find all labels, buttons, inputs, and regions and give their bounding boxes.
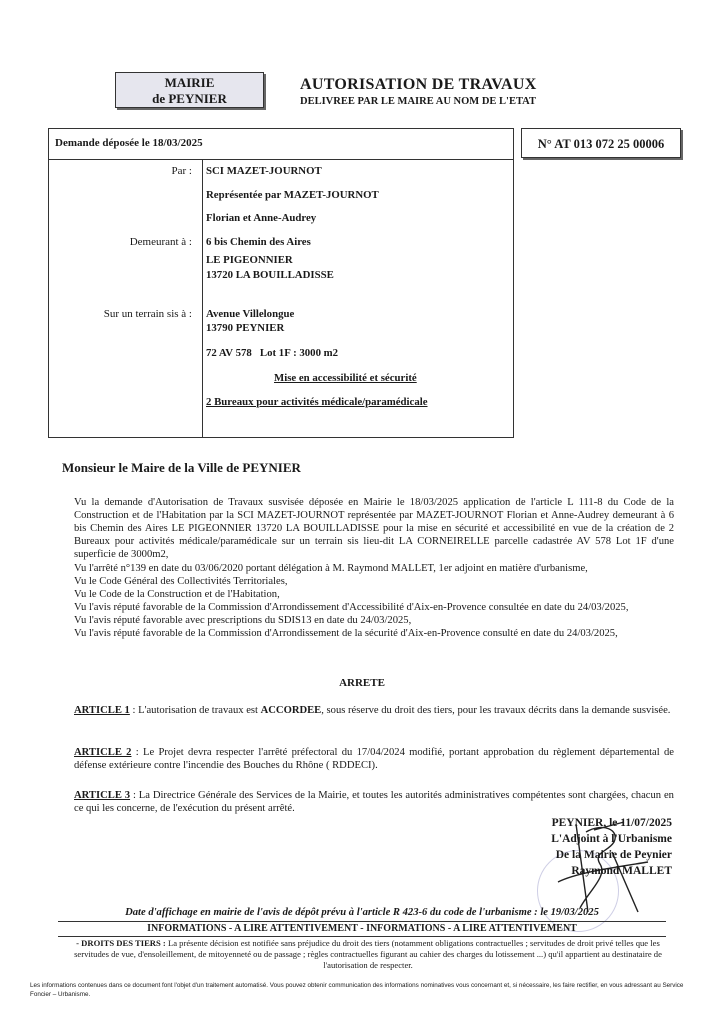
column-divider [202,159,203,438]
affichage-date: Date d'affichage en mairie de l'avis de dépôt prévu à l'article R 423-6 du code de l'urbanisme : le 19/03/2025 [125,907,599,918]
objet-travaux-1: Mise en accessibilité et sécurité [274,372,417,384]
demeurant-line-1: 6 bis Chemin des Aires [206,236,311,248]
article-2 [74,746,674,772]
par-label: Par : [171,165,192,177]
article-2-label: ARTICLE 2 [74,747,132,758]
mairie-header-box [115,72,264,108]
document-subtitle: DELIVREE PAR LE MAIRE AU NOM DE L'ETAT [300,96,536,107]
footnote: Les informations contenues dans ce document font l'objet d'un traitement automatisé. Vous pouvez obtenir communication des informations nominatives vous concernant et, si nécessaire, les faire rectifier, en vous adressant au Service Foncier – Urbanisme. [30,982,684,998]
demeurant-line-3: 13720 LA BOUILLADISSE [206,269,334,281]
permit-number: N° AT 013 072 25 00006 [521,128,681,158]
signature-mairie: De la Mairie de Peynier [555,849,672,861]
droits-label: - DROITS DES TIERS : [76,938,166,948]
signature-name: Raymond MALLET [571,865,672,877]
terrain-label: Sur un terrain sis à : [103,308,192,320]
article-1-accordee: ACCORDEE [260,705,322,716]
article-1 [74,704,674,717]
demeurant-line-2: LE PIGEONNIER [206,254,293,266]
signature-title: L'Adjoint à l'Urbanisme [551,833,672,845]
mairie-line2: de PEYNIER [152,91,227,106]
par-line-1: SCI MAZET-JOURNOT [206,165,322,177]
article-3-label: ARTICLE 3 [74,790,131,801]
droits-text: La présente décision est notifiée sans préjudice du droit des tiers (notamment obligations contractuelles ; servitudes de droit privé telles que les servitudes de vue, d'ensoleillement, de mitoyenneté ou de passage ; règles contractuelles figurant au cahier des charges du lotissement ...) qu'il appartient au destinataire de l'autorisation de respecter. [74,938,662,970]
terrain-line-3: 72 AV 578 Lot 1F : 3000 m2 [206,347,339,359]
terrain-line-1: Avenue Villelongue [206,308,295,320]
vu-line: Vu l'avis réputé favorable de la Commission d'Arrondissement d'Accessibilité d'Aix-en-Provence consultée en date du 24/03/2025, [74,602,629,613]
droits-des-tiers [62,938,674,971]
vu-list [74,562,674,640]
vu-line: Vu le Code Général des Collectivités Territoriales, [74,576,288,587]
signature-date: PEYNIER, le 11/07/2025 [551,817,672,829]
vu-line: Vu l'avis réputé favorable de la Commission d'Arrondissement de la sécurité d'Aix-en-Provence consulté en date du 24/03/2025, [74,628,618,639]
article-1-post: , sous réserve du droit des tiers, pour les travaux décrits dans la demande susvisée. [321,705,671,716]
objet-travaux-2: 2 Bureaux pour activités médicale/paramédicale [206,396,428,408]
vu-line: Vu le Code de la Construction et de l'Habitation, [74,589,280,600]
demande-date-row [49,129,513,160]
info-banner: INFORMATIONS - A LIRE ATTENTIVEMENT - INFORMATIONS - A LIRE ATTENTIVEMENT [58,921,666,937]
par-line-2: Représentée par MAZET-JOURNOT [206,189,379,201]
document-title: AUTORISATION DE TRAVAUX [300,76,537,93]
signature-block [551,815,672,879]
article-1-pre: : L'autorisation de travaux est [129,705,261,716]
par-line-3: Florian et Anne-Audrey [206,212,317,224]
demeurant-label: Demeurant à : [129,236,192,248]
vu-paragraph: Vu la demande d'Autorisation de Travaux susvisée déposée en Mairie le 18/03/2025 application de l'article L 111-8 du Code de la Construction et de l'Habitation par la SCI MAZET-JOURNOT représentée par MAZET-JOURNOT Florian et Anne-Audrey demeurant à 6 bis Chemin des Aires LE PIGEONNIER 13720 LA BOUILLADISSE pour la mise en sécurité et accessibilité en vue de la création de 2 Bureaux pour activités médicale/paramédicale sur un terrain sis lieu-dit LA CORNEIRELLE parcelle cadastrée AV 578 Lot 1F d'une superficie de 3000m2, [74,497,674,560]
vu-line: Vu l'avis réputé favorable avec prescriptions du SDIS13 en date du 24/03/2025, [74,615,412,626]
demande-date: Demande déposée le 18/03/2025 [55,137,203,149]
arrete-heading: ARRETE [339,677,385,689]
body-heading: Monsieur le Maire de la Ville de PEYNIER [62,460,301,475]
vu-line: Vu l'arrêté n°139 en date du 03/06/2020 portant délégation à M. Raymond MALLET, 1er adjoint en matière d'urbanisme, [74,563,588,574]
article-1-label: ARTICLE 1 [74,705,130,716]
mairie-line1: MAIRIE [164,75,215,90]
terrain-line-2: 13790 PEYNIER [206,322,285,334]
article-2-text: : Le Projet devra respecter l'arrêté préfectoral du 17/04/2024 modifié, portant approbation du règlement départemental de défense extérieure contre l'incendie des Bouches du Rhône ( RDDECI). [74,747,674,771]
article-3-text: : La Directrice Générale des Services de la Mairie, et toutes les autorités administratives compétentes sont chargées, chacun en ce qui les concerne, de l'exécution du présent arrêté. [74,790,674,814]
